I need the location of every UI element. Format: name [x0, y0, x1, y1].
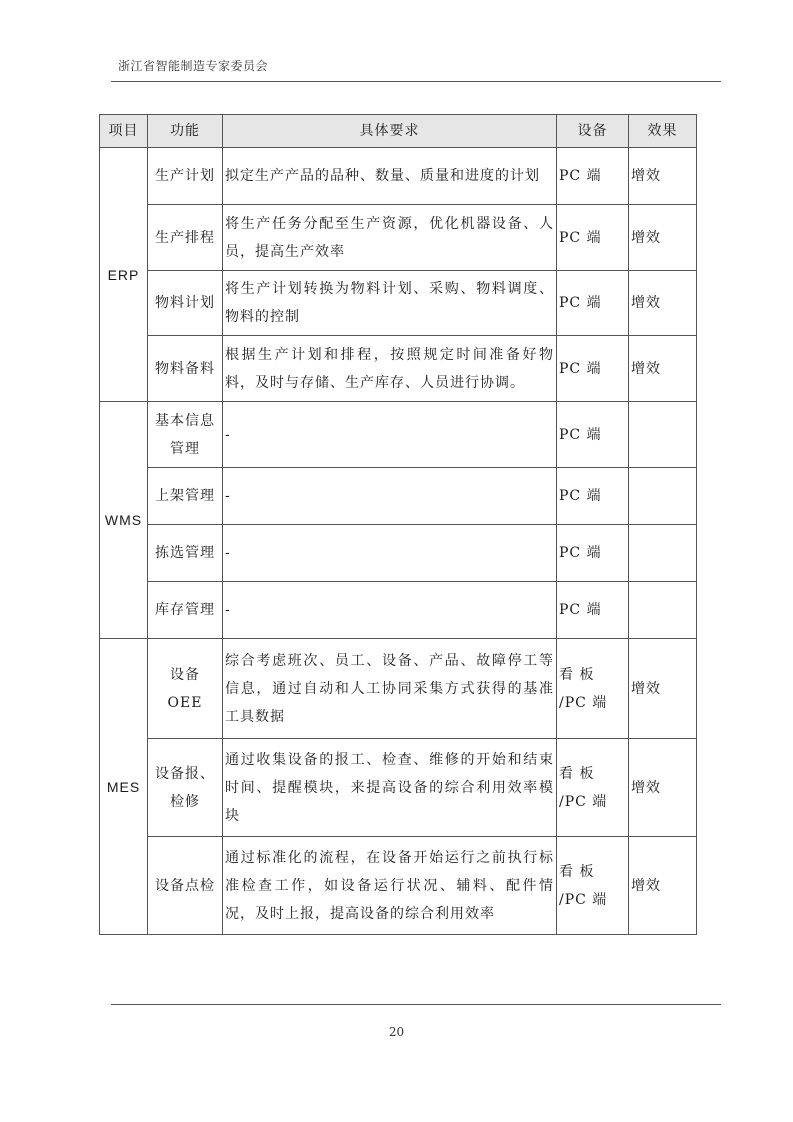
table-row — [100, 739, 697, 837]
project-cell-wms: WMS — [100, 402, 148, 639]
device-cell: PC 端 — [557, 205, 629, 271]
function-cell: 生产计划 — [148, 148, 223, 205]
function-cell: 上架管理 — [148, 468, 223, 525]
running-header: 浙江省智能制造专家委员会 — [118, 59, 269, 73]
effect-cell: 增效 — [629, 336, 697, 402]
function-cell: 库存管理 — [148, 582, 223, 639]
header-rule — [111, 81, 721, 82]
function-cell: 基本信息管理 — [148, 402, 223, 468]
effect-cell — [629, 402, 697, 468]
requirement-cell: - — [223, 402, 557, 468]
device-cell: PC 端 — [557, 336, 629, 402]
requirement-cell: 拟定生产产品的品种、数量、质量和进度的计划 — [223, 148, 557, 205]
table-row — [100, 271, 697, 336]
effect-cell: 增效 — [629, 639, 697, 739]
device-cell: PC 端 — [557, 402, 629, 468]
table-row — [100, 837, 697, 935]
column-header-device: 设备 — [557, 115, 629, 148]
effect-cell: 增效 — [629, 837, 697, 935]
footer-rule — [111, 1004, 721, 1005]
table-row — [100, 402, 697, 468]
page-number: 20 — [388, 1025, 405, 1039]
function-cell: 生产排程 — [148, 205, 223, 271]
table-row — [100, 336, 697, 402]
effect-cell — [629, 582, 697, 639]
device-cell: PC 端 — [557, 271, 629, 336]
column-header-function: 功能 — [148, 115, 223, 148]
device-cell: 看 板 /PC 端 — [557, 639, 629, 739]
function-cell: 设备点检 — [148, 837, 223, 935]
table-row — [100, 468, 697, 525]
column-header-requirement: 具体要求 — [223, 115, 557, 148]
effect-cell: 增效 — [629, 205, 697, 271]
effect-cell: 增效 — [629, 739, 697, 837]
requirement-cell: 将生产任务分配至生产资源，优化机器设备、人员，提高生产效率 — [223, 205, 557, 271]
requirement-cell: 根据生产计划和排程，按照规定时间准备好物料，及时与存储、生产库存、人员进行协调。 — [223, 336, 557, 402]
device-cell: PC 端 — [557, 468, 629, 525]
requirement-cell: 综合考虑班次、员工、设备、产品、故障停工等信息，通过自动和人工协同采集方式获得的基准工具数据 — [223, 639, 557, 739]
requirement-cell: 通过收集设备的报工、检查、维修的开始和结束时间、提醒模块，来提高设备的综合利用效率模块 — [223, 739, 557, 837]
column-header-effect: 效果 — [629, 115, 697, 148]
effect-cell — [629, 525, 697, 582]
requirements-table — [99, 114, 697, 935]
device-cell: PC 端 — [557, 148, 629, 205]
device-cell: 看 板 /PC 端 — [557, 837, 629, 935]
table-header-row — [100, 115, 697, 148]
requirement-cell: 通过标准化的流程，在设备开始运行之前执行标准检查工作，如设备运行状况、辅料、配件情况，及时上报，提高设备的综合利用效率 — [223, 837, 557, 935]
device-cell: 看 板 /PC 端 — [557, 739, 629, 837]
requirement-cell: - — [223, 468, 557, 525]
table-row — [100, 205, 697, 271]
table-row — [100, 582, 697, 639]
effect-cell: 增效 — [629, 148, 697, 205]
function-cell: 设备报、检修 — [148, 739, 223, 837]
requirement-cell: - — [223, 525, 557, 582]
device-cell: PC 端 — [557, 582, 629, 639]
function-cell: 物料备料 — [148, 336, 223, 402]
requirement-cell: 将生产计划转换为物料计划、采购、物料调度、物料的控制 — [223, 271, 557, 336]
effect-cell — [629, 468, 697, 525]
effect-cell: 增效 — [629, 271, 697, 336]
column-header-project: 项目 — [100, 115, 148, 148]
requirement-cell: - — [223, 582, 557, 639]
project-cell-erp: ERP — [100, 148, 148, 402]
table-row — [100, 148, 697, 205]
function-cell: 设备 OEE — [148, 639, 223, 739]
project-cell-mes: MES — [100, 639, 148, 935]
function-cell: 拣选管理 — [148, 525, 223, 582]
table-row — [100, 525, 697, 582]
device-cell: PC 端 — [557, 525, 629, 582]
table-row — [100, 639, 697, 739]
function-cell: 物料计划 — [148, 271, 223, 336]
